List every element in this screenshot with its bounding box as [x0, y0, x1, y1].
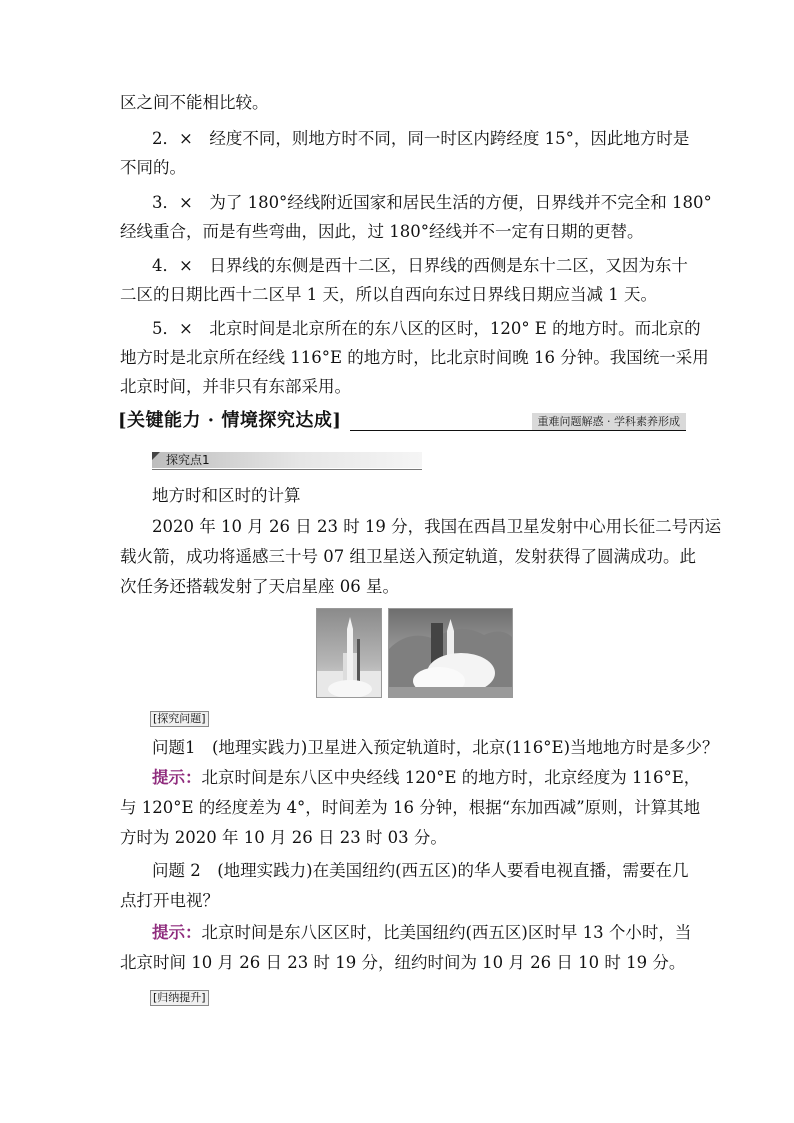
explore-questions-label: [探究问题] — [150, 711, 209, 727]
hint-1-text: 北京时间是东八区中央经线 120°E 的地方时，北京经度为 116°E， — [201, 768, 701, 787]
answer-3-line-2: 经线重合，而是有些弯曲，因此，过 180°经线并不一定有日期的更替。 — [120, 222, 644, 241]
answer-5-line-3: 北京时间，并非只有东部采用。 — [120, 377, 351, 396]
explore-point-banner — [152, 452, 422, 470]
summary-label: [归纳提升] — [150, 990, 209, 1006]
section-tag: 重难问题解惑 · 学科素养形成 — [532, 413, 687, 430]
rocket-photo-2 — [388, 608, 513, 698]
hint-1-prefix: 提示： — [152, 768, 202, 787]
hint-1-line-1 — [152, 767, 712, 789]
intro-line-2: 载火箭，成功将遥感三十号 07 组卫星送入预定轨道，发射获得了圆满成功。此 — [120, 547, 696, 566]
section-title: [关键能力 · 情境探究达成] — [118, 410, 342, 431]
answer-3-line-1: 3．× 为了 180°经线附近国家和居民生活的方便，日界线并不完全和 180° — [152, 193, 712, 212]
answer-1-tail: 区之间不能相比较。 — [120, 93, 269, 112]
section-divider — [350, 430, 686, 431]
answer-5-line-1: 5．× 北京时间是北京所在的东八区的区时，120° E 的地方时。而北京的 — [152, 319, 701, 338]
banner-corner-icon — [152, 452, 160, 460]
hint-1-line-2: 与 120°E 的经度差为 4°，时间差为 16 分钟，根据“东加西减”原则，计算其地 — [120, 798, 701, 817]
question-2-line-2: 点打开电视？ — [120, 891, 219, 910]
explore-topic: 地方时和区时的计算 — [152, 486, 301, 505]
hint-2-line-1 — [152, 922, 712, 944]
question-1: 问题1 (地理实践力)卫星进入预定轨道时，北京(116°E)当地地方时是多少？ — [152, 738, 719, 757]
hint-2-text: 北京时间是东八区区时，比美国纽约(西五区)区时早 13 个小时，当 — [201, 923, 692, 942]
answer-2-line-1: 2．× 经度不同，则地方时不同，同一时区内跨经度 15°，因此地方时是 — [152, 129, 690, 148]
hint-2-line-2: 北京时间 10 月 26 日 23 时 19 分，纽约时间为 10 月 26 日 10 时 19 分。 — [120, 953, 686, 972]
answer-2-line-2: 不同的。 — [120, 158, 186, 177]
explore-point-label: 探究点1 — [166, 453, 210, 467]
explore-point-rule — [152, 469, 422, 470]
hint-2-prefix: 提示： — [152, 923, 202, 942]
answer-5-line-2: 地方时是北京所在经线 116°E 的地方时，比北京时间晚 16 分钟。我国统一采用 — [120, 348, 709, 367]
rocket-photo-1 — [316, 608, 382, 698]
section-header — [118, 408, 686, 434]
intro-line-3: 次任务还搭载发射了天启星座 06 星。 — [120, 577, 399, 596]
question-2-line-1: 问题 2 (地理实践力)在美国纽约(西五区)的华人要看电视直播，需要在几 — [152, 861, 689, 880]
answer-4-line-2: 二区的日期比西十二区早 1 天，所以自西向东过日界线日期应当减 1 天。 — [120, 285, 657, 304]
intro-line-1: 2020 年 10 月 26 日 23 时 19 分，我国在西昌卫星发射中心用长征二号丙运 — [152, 517, 722, 536]
answer-4-line-1: 4．× 日界线的东侧是西十二区，日界线的西侧是东十二区，又因为东十 — [152, 256, 688, 275]
hint-1-line-3: 方时为 2020 年 10 月 26 日 23 时 03 分。 — [120, 828, 447, 847]
